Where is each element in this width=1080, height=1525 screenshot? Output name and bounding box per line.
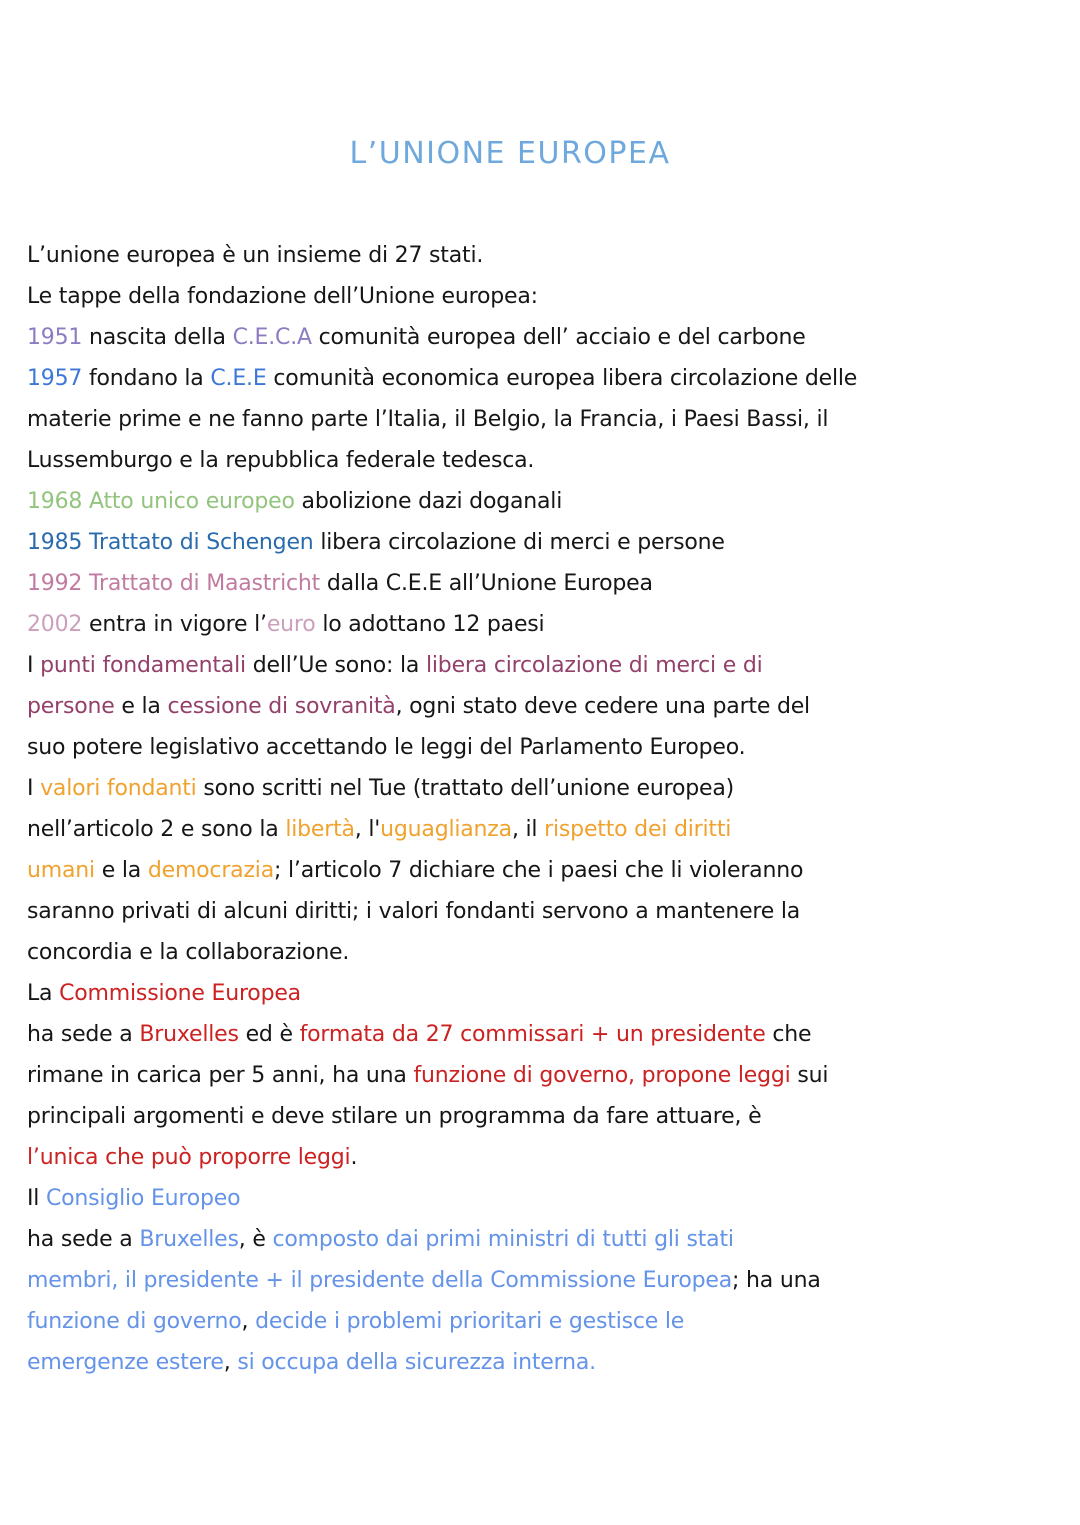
text-run: persone	[27, 694, 115, 719]
text-line	[27, 1096, 1060, 1137]
text-run: libera circolazione di merci e di	[425, 653, 763, 678]
text-run: nell’articolo 2 e sono la	[27, 817, 286, 842]
text-run: C.E.E	[210, 366, 267, 391]
text-run: Commissione Europea	[59, 981, 301, 1006]
text-run: dell’Ue sono: la	[245, 653, 426, 678]
text-line	[27, 1178, 1060, 1219]
text-run: funzione di governo	[27, 1309, 242, 1334]
text-run: e la	[94, 858, 148, 883]
text-run: fondano la	[82, 366, 211, 391]
text-run: , ogni stato deve cedere una parte del	[395, 694, 810, 719]
text-run: Il	[27, 1186, 46, 1211]
text-line	[27, 563, 1060, 604]
text-run: ed è	[238, 1022, 300, 1047]
text-run: sui	[790, 1063, 829, 1088]
text-run: formata da 27 commissari + un presidente	[299, 1022, 766, 1047]
text-run: rimane in carica per 5 anni, ha una	[27, 1063, 414, 1088]
text-run: concordia e la collaborazione.	[27, 940, 350, 965]
text-run: 1951	[27, 325, 83, 350]
text-run: comunità economica europea libera circolazione delle	[266, 366, 858, 391]
text-run: Le tappe della fondazione dell’Unione europea:	[27, 284, 538, 309]
text-run: .	[350, 1145, 358, 1170]
text-run: 1957	[27, 366, 83, 391]
text-line	[27, 604, 1060, 645]
text-run: entra in vigore l’	[82, 612, 267, 637]
text-run: Consiglio Europeo	[46, 1186, 241, 1211]
text-body	[0, 235, 1080, 1383]
text-line	[27, 1014, 1060, 1055]
text-line	[27, 891, 1060, 932]
text-run: , è	[238, 1227, 273, 1252]
text-run: emergenze estere	[27, 1350, 224, 1375]
text-line	[27, 235, 1060, 276]
text-line	[27, 686, 1060, 727]
text-run: punti fondamentali	[40, 653, 246, 678]
text-run: 2002	[27, 612, 83, 637]
text-line	[27, 932, 1060, 973]
text-run: La	[27, 981, 60, 1006]
text-run: uguaglianza	[380, 817, 512, 842]
text-line	[27, 1260, 1060, 1301]
text-line	[27, 358, 1060, 399]
text-run: ; l’articolo 7 dichiare che i paesi che li violeranno	[274, 858, 804, 883]
text-line	[27, 1137, 1060, 1178]
text-run: ; ha una	[732, 1268, 821, 1293]
text-run: ,	[241, 1309, 249, 1334]
text-run: sono scritti nel Tue (trattato dell’unione europea)	[196, 776, 735, 801]
text-run: , l'	[354, 817, 381, 842]
text-line	[27, 768, 1060, 809]
text-run: valori fondanti	[40, 776, 197, 801]
text-line	[27, 440, 1060, 481]
text-run: 1992 Trattato di Maastricht	[27, 571, 321, 596]
text-line	[27, 727, 1060, 768]
text-line	[27, 1301, 1060, 1342]
text-run: ha sede a	[27, 1022, 140, 1047]
text-run: membri, il presidente + il presidente della Commissione Europea	[27, 1268, 733, 1293]
text-run: Bruxelles	[139, 1227, 239, 1252]
text-run: libertà	[285, 817, 355, 842]
text-line	[27, 1342, 1060, 1383]
text-run: principali argomenti e deve stilare un programma da fare attuare, è	[27, 1104, 762, 1129]
text-run: Lussemburgo e la repubblica federale tedesca.	[27, 448, 535, 473]
text-run: che	[765, 1022, 812, 1047]
text-line	[27, 481, 1060, 522]
text-line	[27, 276, 1060, 317]
text-run: euro	[266, 612, 316, 637]
text-line	[27, 522, 1060, 563]
text-line	[27, 850, 1060, 891]
text-line	[27, 973, 1060, 1014]
text-run: I	[27, 653, 41, 678]
text-run: L’unione europea è un insieme di 27 stati.	[27, 243, 484, 268]
text-run: democrazia	[147, 858, 274, 883]
text-run: ,	[223, 1350, 231, 1375]
text-run: funzione di governo, propone leggi	[413, 1063, 791, 1088]
text-run: Bruxelles	[139, 1022, 239, 1047]
text-run: dalla C.E.E all’Unione Europea	[320, 571, 653, 596]
text-run: saranno privati di alcuni diritti; i valori fondanti servono a mantenere la	[27, 899, 801, 924]
text-run: comunità europea dell’ acciaio e del carbone	[311, 325, 806, 350]
text-line	[27, 317, 1060, 358]
text-run: rispetto dei diritti	[544, 817, 732, 842]
text-line	[27, 809, 1060, 850]
text-run: 1968 Atto unico europeo	[27, 489, 295, 514]
text-run: e la	[114, 694, 168, 719]
text-run: C.E.C.A	[232, 325, 312, 350]
text-run: l’unica che può proporre leggi	[27, 1145, 351, 1170]
text-run: suo potere legislativo accettando le leggi del Parlamento Europeo.	[27, 735, 746, 760]
text-run: ha sede a	[27, 1227, 140, 1252]
text-run: I	[27, 776, 41, 801]
text-run: , il	[511, 817, 545, 842]
page-title: L’UNIONE EUROPEA	[349, 136, 671, 171]
text-run: lo adottano 12 paesi	[315, 612, 545, 637]
text-run: materie prime e ne fanno parte l’Italia, il Belgio, la Francia, i Paesi Bassi, il	[27, 407, 829, 432]
text-run: decide i problemi prioritari e gestisce le	[248, 1309, 685, 1334]
text-run: 1985 Trattato di Schengen	[27, 530, 314, 555]
text-line	[27, 645, 1060, 686]
text-run: nascita della	[82, 325, 233, 350]
text-run: umani	[27, 858, 95, 883]
text-line	[27, 399, 1060, 440]
text-run: si occupa della sicurezza interna.	[230, 1350, 596, 1375]
text-line	[27, 1055, 1060, 1096]
text-run: abolizione dazi doganali	[294, 489, 563, 514]
text-run: cessione di sovranità	[167, 694, 396, 719]
text-line	[27, 1219, 1060, 1260]
text-run: composto dai primi ministri di tutti gli stati	[272, 1227, 734, 1252]
text-run: libera circolazione di merci e persone	[313, 530, 725, 555]
